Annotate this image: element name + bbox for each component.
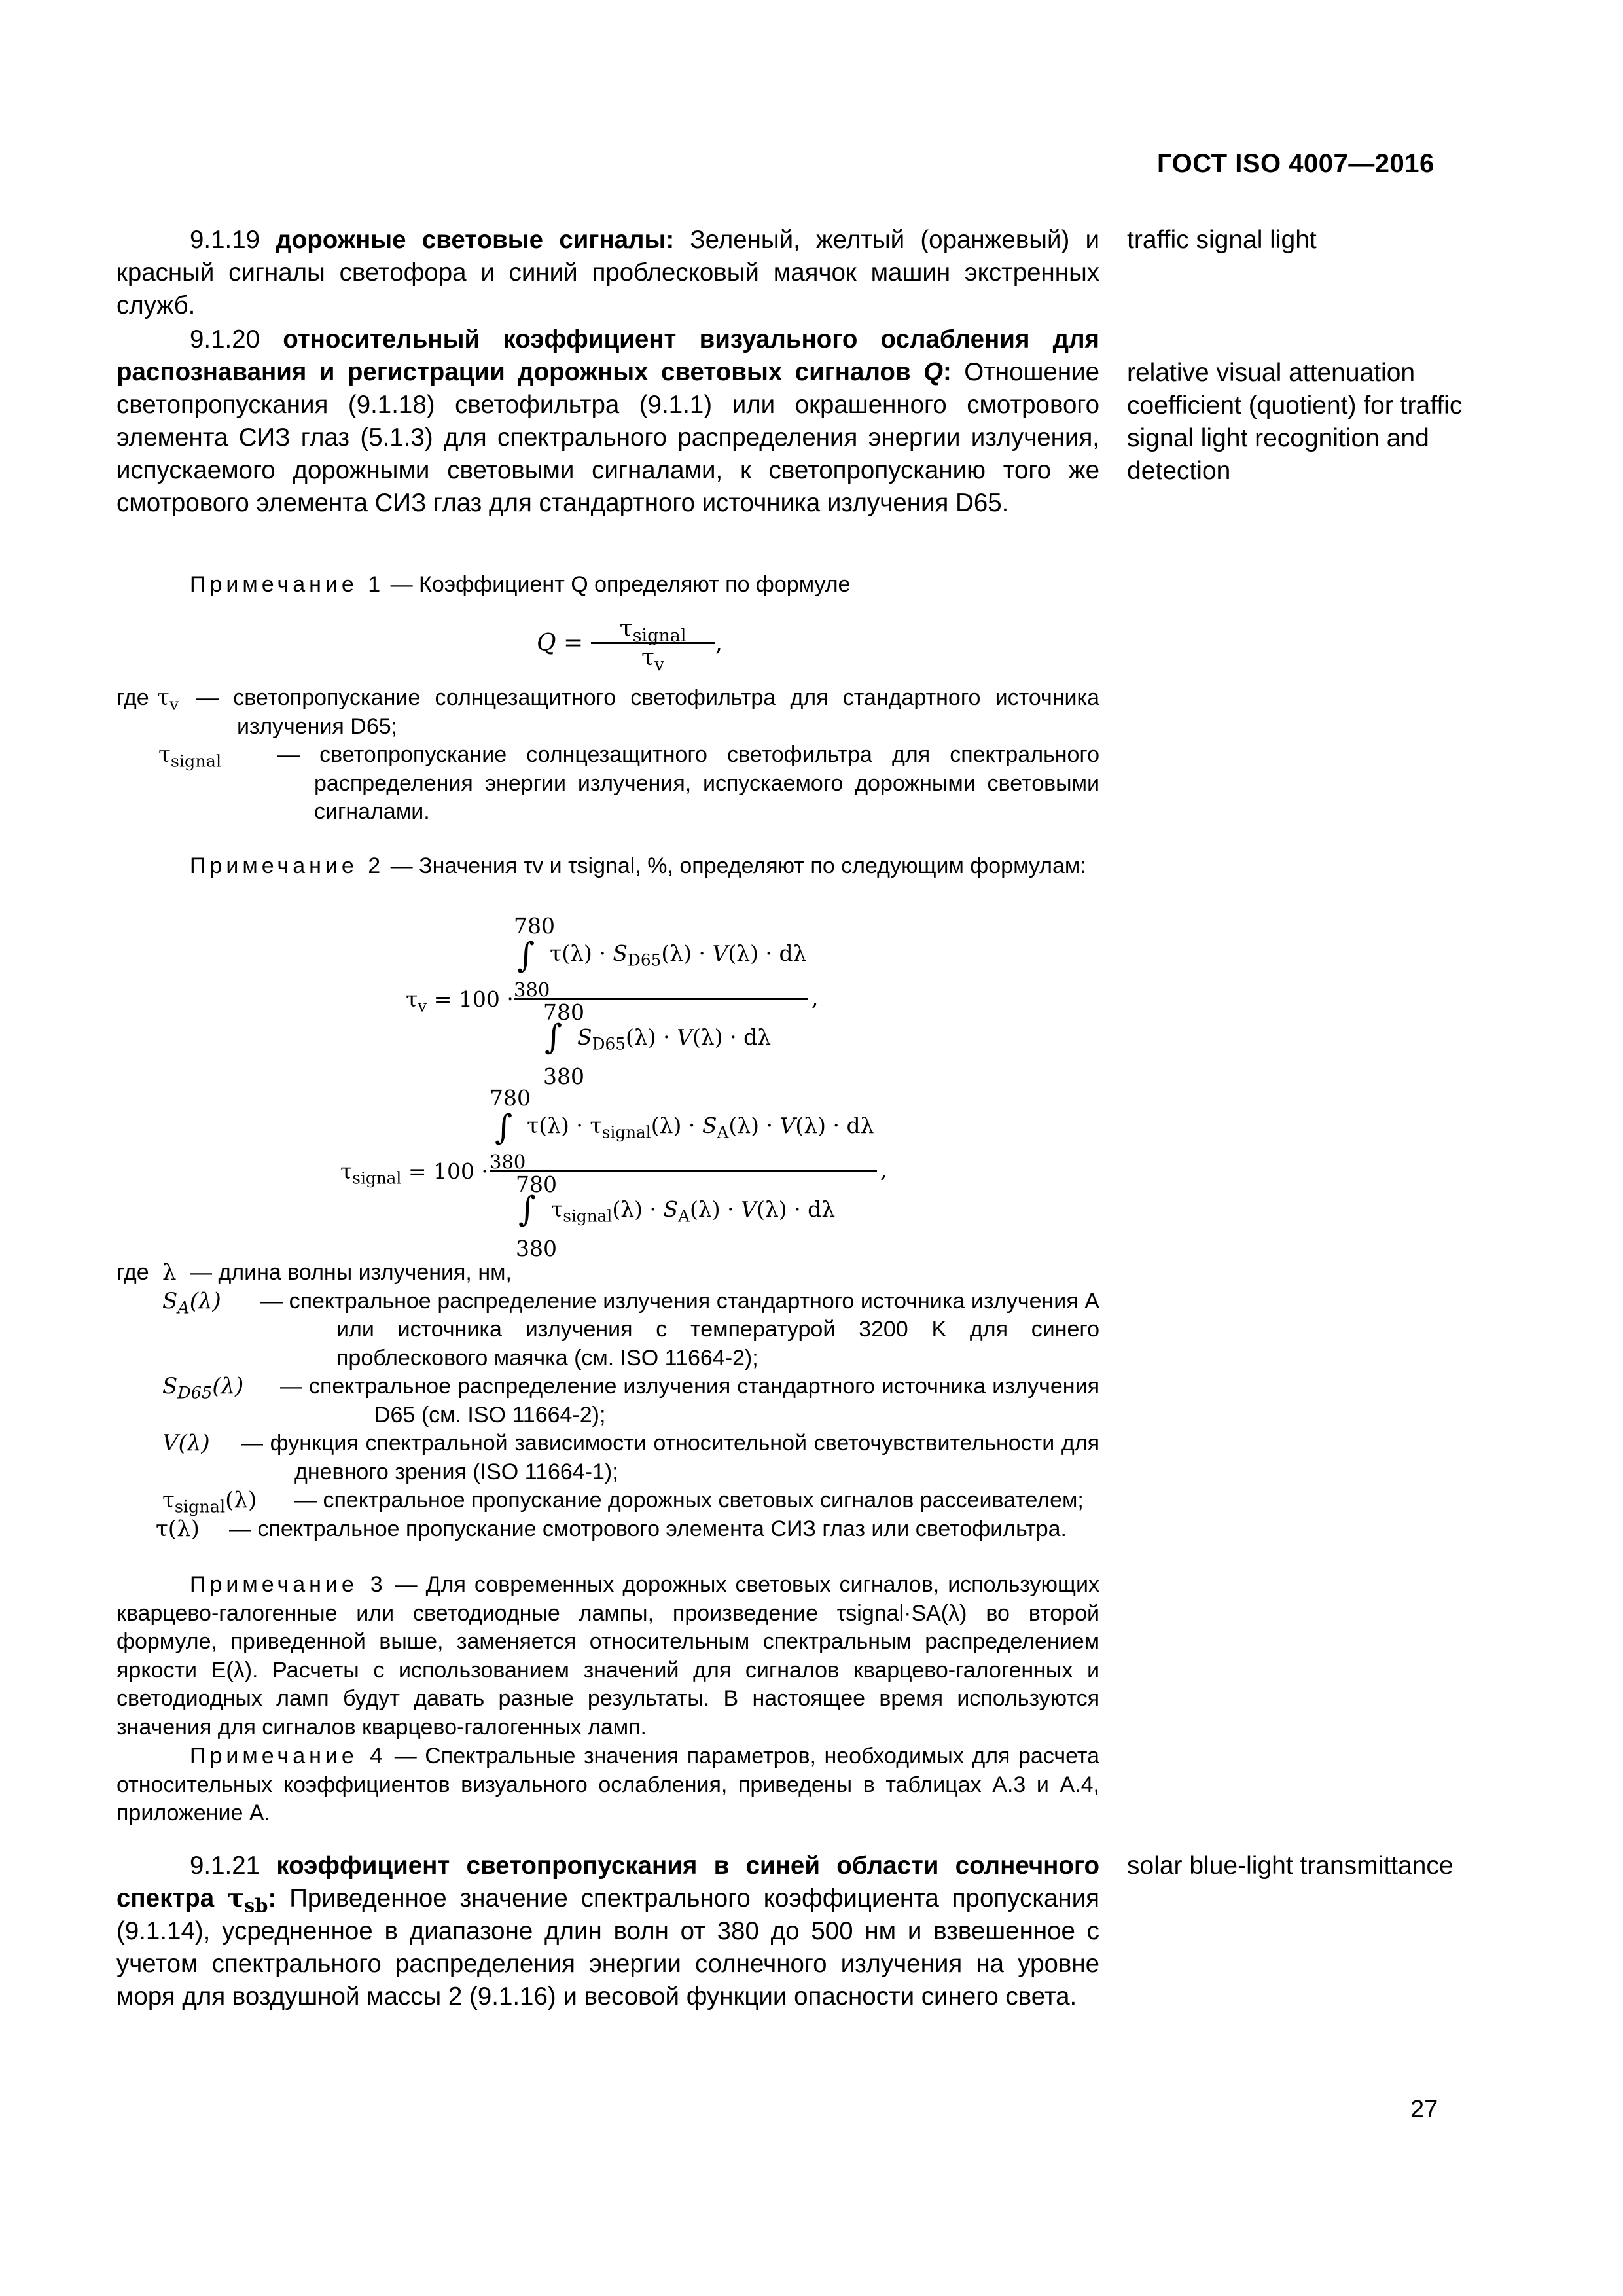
def-sa: — спектральное распределение излучения стандартного источника излучения A или источника излучения с температурой 3200 K для синего проблескового маячка (см. ISO 11664-2); bbox=[260, 1288, 1099, 1371]
def-tau-signal: — светопропускание солнцезащитного светофильтра для спектрального распределения энергии излучения, испускаемого дорожными световыми сигналами. bbox=[277, 742, 1099, 824]
def-tau-lambda: — спектральное пропускание смотрового элемента СИЗ глаз или светофильтра. bbox=[229, 1516, 1067, 1541]
symbol: Q bbox=[923, 358, 944, 386]
note-2-defs: где λ — длина волны излучения, нм, $S_A(\lambda)$ — спектральное распределение излучения стандартного источника излучения A или источника излучения с температурой 3200 K для синего проблескового маячка (см. ISO 11664-2); $S_{D65}(\lambda)$ — спектральное распределение излучения стандартного источника излучения D65 (см. ISO 11664-2); V(λ) — функция спектральной зависимости относительной светочувствительности для дневного зрения (ISO 11664-1); $\tau_{signal}(\lambda)$ — спектральное пропускание дорожных световых сигналов рассеивателем; τ(λ) — спектральное пропускание смотрового элемента СИЗ глаз или светофильтра. bbox=[116, 1259, 1099, 1543]
note-text: — Значения τv и τsignal, %, определяют по следующим формулам: bbox=[390, 853, 1086, 878]
def-tau-v: — светопропускание солнцезащитного светофильтра для стандартного источника излучения D65; bbox=[196, 685, 1099, 739]
def-tau-signal-lambda: — спектральное пропускание дорожных световых сигналов рассеивателем; bbox=[294, 1488, 1084, 1513]
english-term-9-1-21: solar blue-light transmittance bbox=[1127, 1852, 1454, 1880]
formula-q: Q = $\tau_{signal}$ $\tau_v$ , bbox=[537, 615, 723, 675]
definition: Зеленый, желтый (оранжевый) и красный сигналы светофора и синий проблесковый маячок машин экстренных служб. bbox=[116, 226, 1099, 319]
formula-tau-v: 780 ∫ $\tau(\lambda) \cdot S_{D65}(\lambda) \cdot V(\lambda) \cdot d\lambda$ 380 $\tau_v = 100$ · , 780 ∫ $S_{D65}(\lambda) \cdot V(\lambda) \cdot d\lambda$ 380 bbox=[406, 913, 819, 1089]
page-number: 27 bbox=[1410, 2096, 1438, 2123]
note-4 bbox=[116, 1742, 1099, 1828]
english-term-9-1-19: traffic signal light bbox=[1127, 226, 1317, 254]
note-2 bbox=[116, 852, 1099, 881]
note-text: — Коэффициент Q определяют по формуле bbox=[390, 572, 851, 597]
term: дорожные световые сигналы: bbox=[276, 226, 675, 254]
note-label: Примечание 3 bbox=[190, 1572, 387, 1597]
note-label: Примечание 2 bbox=[190, 853, 385, 878]
term: относительный коэффициент визуального ослабления для распознавания и регистрации дорожных световых сигналов bbox=[116, 325, 1099, 386]
section-number: 9.1.20 bbox=[190, 325, 260, 353]
note-text: — Спектральные значения параметров, необходимых для расчета относительных коэффициентов визуального ослабления, приведены в таблицах A.3 и A.4, приложение A. bbox=[116, 1744, 1099, 1825]
note-1 bbox=[116, 571, 1099, 600]
definition: Приведенное значение спектрального коэффициента пропускания (9.1.14), усредненное в диапазоне длин волн от 380 до 500 нм и взвешенное с учетом спектрального распределения энергии солнечного излучения на уровне моря для воздушной массы 2 (9.1.16) и весовой функции опасности синего света. bbox=[116, 1884, 1100, 2011]
section-number: 9.1.21 bbox=[190, 1852, 260, 1880]
section-9-1-20: 9.1.20 относительный коэффициент визуального ослабления для распознавания и регистрации дорожных световых сигналов Q: Отношение светопропускания (9.1.18) светофильтра (9.1.1) или окрашенного смотрового элемента СИЗ глаз (5.1.3) для спектрального распределения энергии излучения, испускаемого дорожными световыми сигналами, к светопропусканию того же смотрового элемента СИЗ глаз для стандартного источника излучения D65. bbox=[116, 325, 1100, 517]
where-label: где bbox=[116, 685, 149, 710]
document-header: ГОСТ ISO 4007—2016 bbox=[1157, 149, 1435, 178]
section-number: 9.1.19 bbox=[190, 226, 260, 254]
note-text: — Для современных дорожных световых сигналов, использующих кварцево-галогенные или светодиодные лампы, произведение τsignal·SA(λ) во второй формуле, приведенной выше, заменяется относительным спектральным распределением яркости E(λ). Расчеты с использованием значений для сигналов кварцево-галогенных и светодиодных ламп будут давать разные результаты. В настоящее время используются значения для сигналов кварцево-галогенных ламп. bbox=[116, 1572, 1099, 1740]
section-9-1-19 bbox=[116, 224, 1099, 322]
def-v: — функция спектральной зависимости относительной светочувствительности для дневного зрения (ISO 11664-1); bbox=[241, 1431, 1099, 1484]
note-3 bbox=[116, 1571, 1099, 1742]
definition: Отношение светопропускания (9.1.18) светофильтра (9.1.1) или окрашенного смотрового элемента СИЗ глаз (5.1.3) для спектрального распределения энергии излучения, испускаемого дорожными световыми сигналами, к светопропусканию того же смотрового элемента СИЗ глаз для стандартного источника излучения D65. bbox=[116, 358, 1100, 517]
term: коэффициент светопропускания в синей области солнечного спектра bbox=[116, 1852, 1099, 1912]
def-lambda: — длина волны излучения, нм, bbox=[190, 1260, 512, 1285]
where-label: где bbox=[116, 1260, 149, 1285]
formula-tau-signal: 780 ∫ $\tau(\lambda) \cdot \tau_{signal}(\lambda) \cdot S_A(\lambda) \cdot V(\lambda) \cdot d\lambda$ 380 $\tau_{signal} = 100$ · , 780 ∫ $\tau_{signal}(\lambda) \cdot S_A(\lambda) \cdot V(\lambda) \cdot d\lambda$ 380 bbox=[340, 1085, 887, 1261]
note-label: Примечание 1 bbox=[190, 572, 385, 597]
def-sd65: — спектральное распределение излучения стандартного источника излучения D65 (см. ISO 11664-2); bbox=[280, 1374, 1099, 1427]
note-1-defs: где $\tau_v$ — светопропускание солнцезащитного светофильтра для стандартного источника излучения D65; $\tau_{signal}$ — светопропускание солнцезащитного светофильтра для спектрального распределения энергии излучения, испускаемого дорожными световыми сигналами. bbox=[116, 684, 1099, 827]
note-label: Примечание 4 bbox=[190, 1744, 387, 1768]
section-9-1-21: 9.1.21 коэффициент светопропускания в синей области солнечного спектра $\tau_{sb}$: Приведенное значение спектрального коэффициента пропускания (9.1.14), усредненное в диапазоне длин волн от 380 до 500 нм и взвешенное с учетом спектрального распределения энергии солнечного излучения на уровне моря для воздушной массы 2 (9.1.16) и весовой функции опасности синего света. bbox=[116, 1852, 1100, 2011]
english-term-9-1-20: relative visual attenuation coefficient (quotient) for traffic signal light recognition and detection bbox=[1127, 359, 1463, 485]
